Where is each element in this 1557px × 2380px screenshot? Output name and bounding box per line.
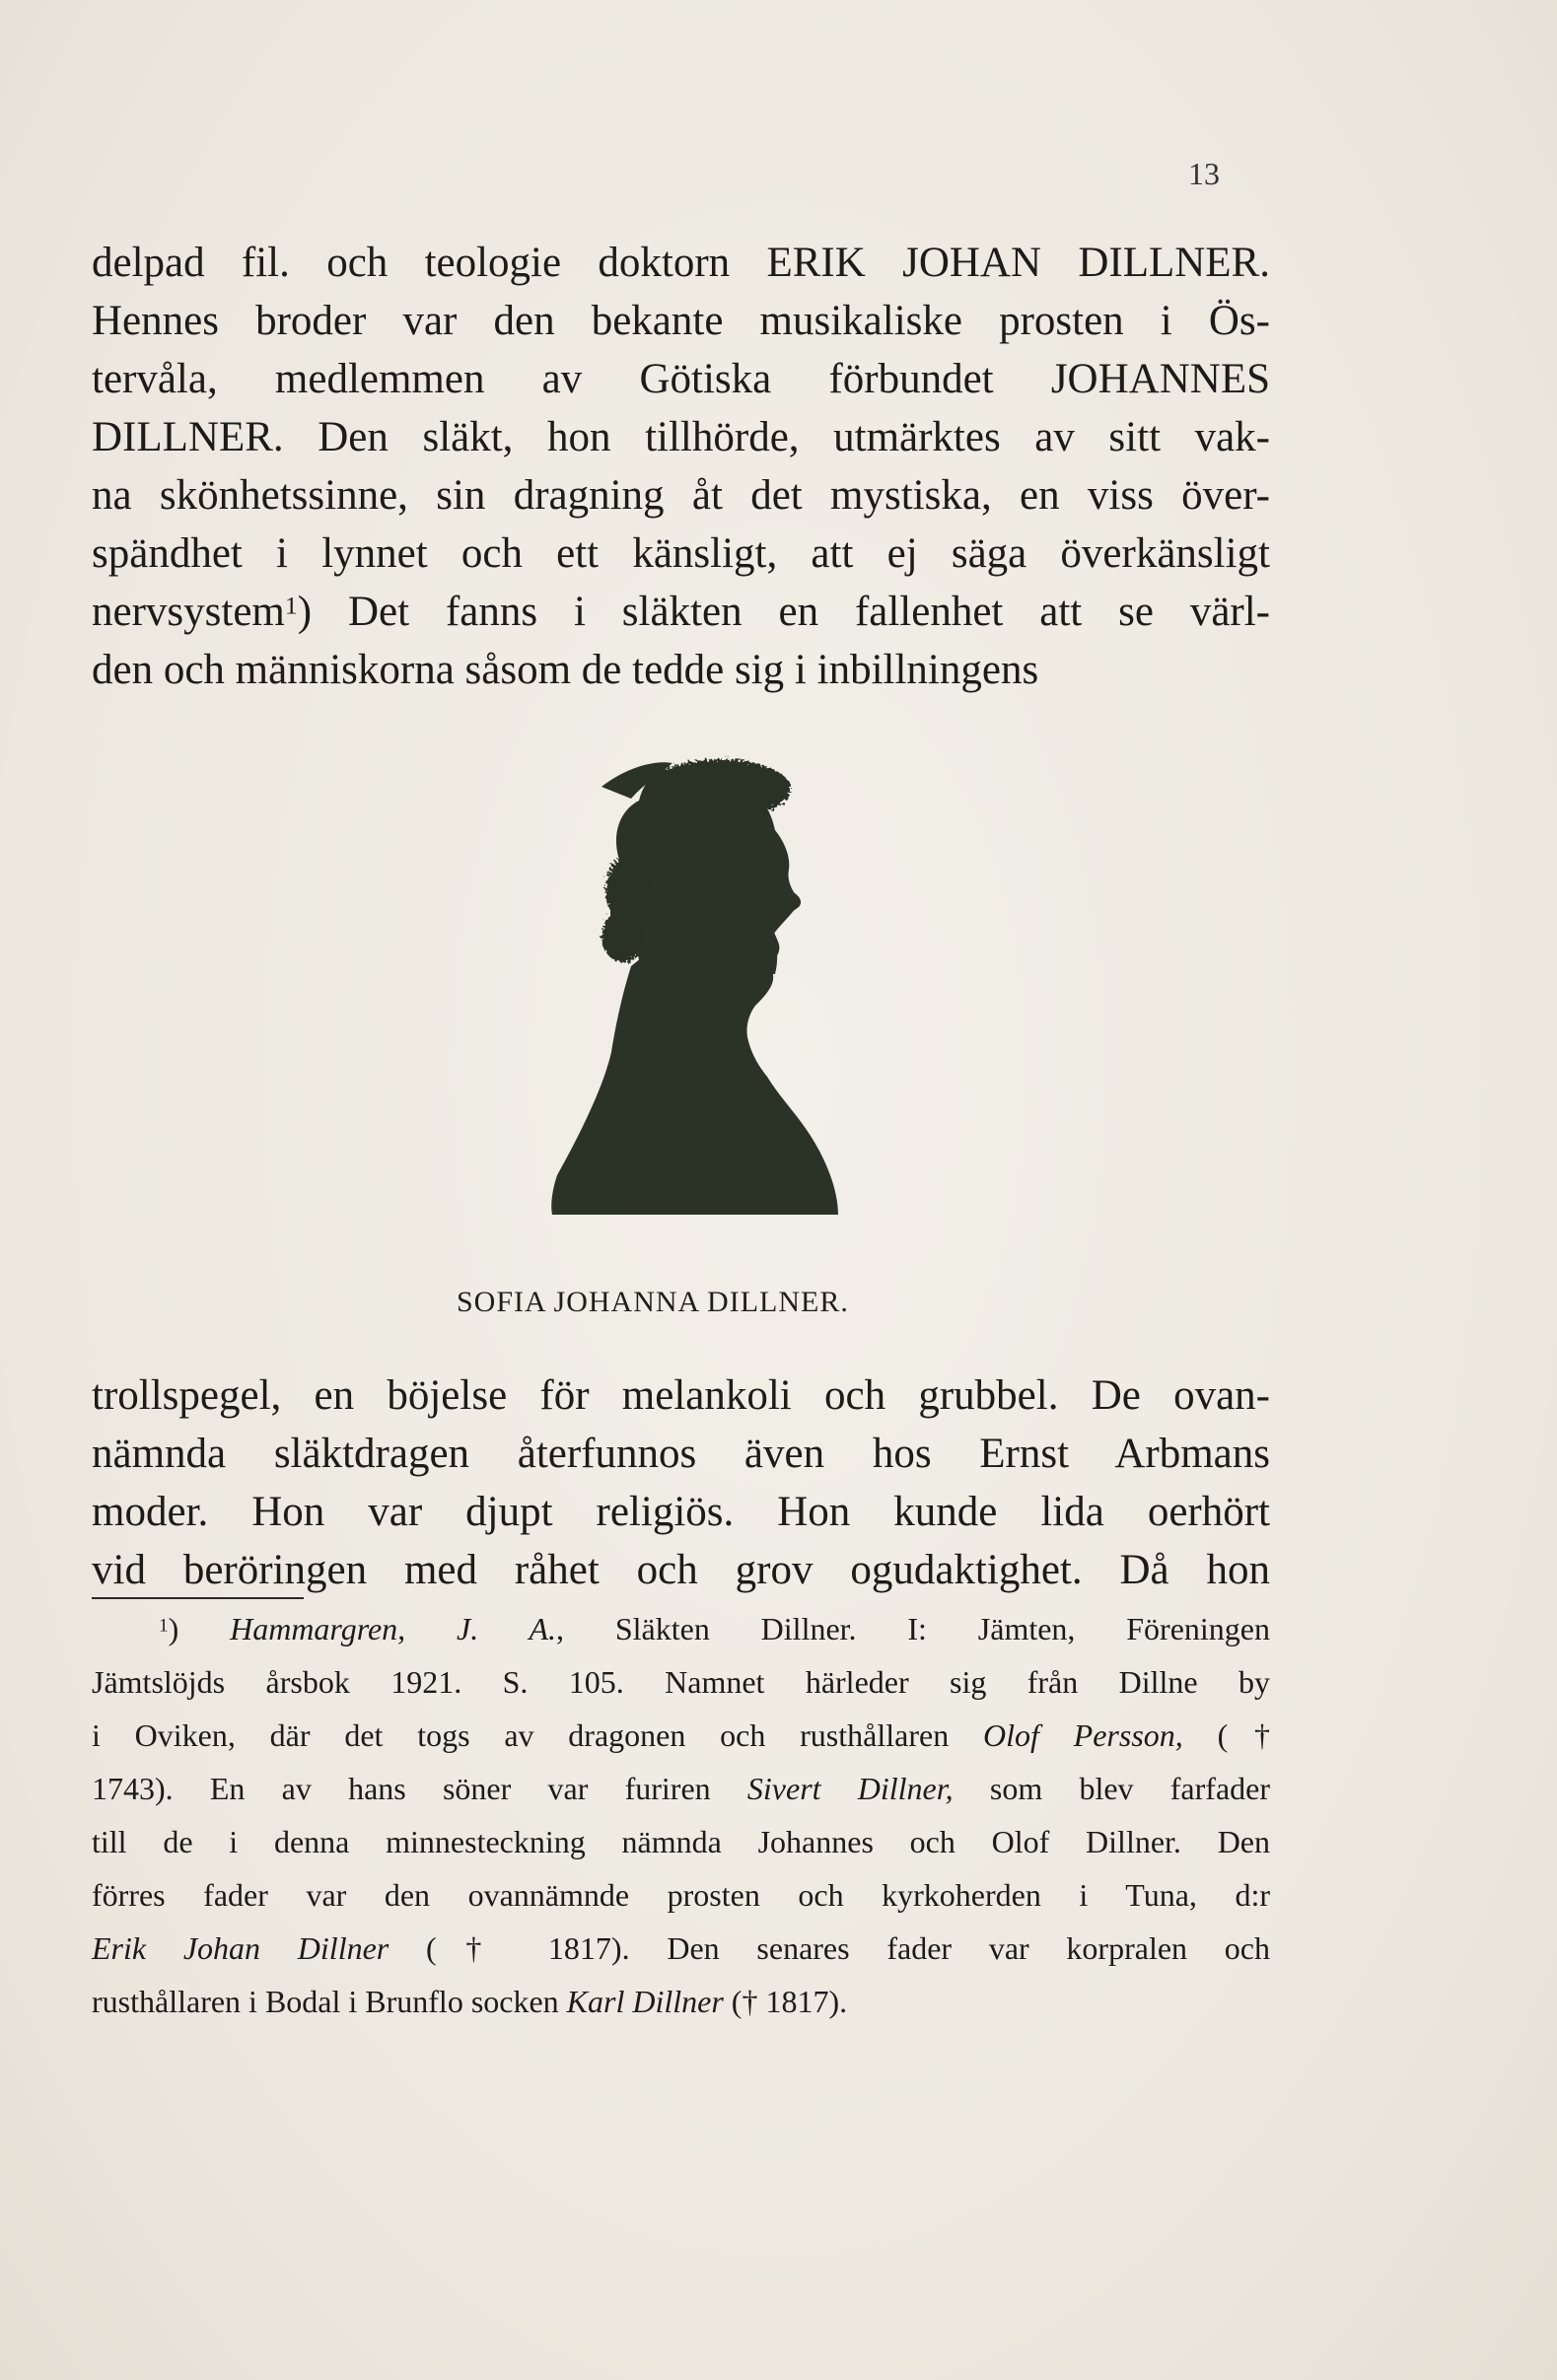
text-line: den och människorna såsom de tedde sig i inbillningens bbox=[92, 647, 1039, 693]
footnote-line bbox=[92, 1709, 1270, 1762]
text-line: na skönhetssinne, sin dragning åt det mystiska, en viss över- bbox=[92, 472, 1270, 519]
text-fragment: som blev farfader bbox=[953, 1771, 1271, 1806]
page-number: 13 bbox=[1188, 156, 1220, 191]
text-line: nämnda släktdragen återfunnos även hos Ernst Arbmans bbox=[92, 1431, 1270, 1477]
body-text-top bbox=[92, 234, 1270, 699]
text-fragment: ) bbox=[168, 1611, 231, 1646]
text-line: delpad fil. och teologie doktorn ERIK JOHAN DILLNER. bbox=[92, 240, 1270, 286]
footnote-reference[interactable]: 1 bbox=[284, 591, 298, 620]
text-fragment: , Släkten Dillner. I: Jämten, Föreningen bbox=[556, 1611, 1271, 1646]
person-name: Sivert Dillner, bbox=[746, 1771, 954, 1806]
footnote-marker: 1 bbox=[159, 1615, 169, 1637]
body-text-bottom bbox=[92, 1366, 1270, 1599]
footnote-line bbox=[92, 1922, 1270, 1975]
footnote-line bbox=[92, 1975, 1270, 2028]
footnote-line bbox=[92, 1762, 1270, 1815]
footnote-author: Hammargren, J. A. bbox=[230, 1611, 557, 1646]
silhouette-portrait-icon bbox=[513, 741, 868, 1234]
figure-caption: SOFIA JOHANNA DILLNER. bbox=[457, 1286, 849, 1318]
text-fragment: ) Det fanns i släkten en fallenhet att se värl- bbox=[297, 589, 1270, 635]
text-line: trollspegel, en böjelse för melankoli och grubbel. De ovan- bbox=[92, 1372, 1270, 1419]
footnote-line bbox=[92, 1602, 1270, 1655]
text-line: spändhet i lynnet och ett känsligt, att ej säga överkänsligt bbox=[92, 530, 1270, 577]
footnote bbox=[92, 1602, 1270, 2028]
person-name: Erik Johan Dillner bbox=[92, 1930, 389, 1966]
text-fragment: rusthållaren i Bodal i Brunflo socken bbox=[92, 1984, 567, 2019]
text-fragment: i Oviken, där det togs av dragonen och rusthållaren bbox=[92, 1717, 983, 1753]
footnote-line: till de i denna minnesteckning nämnda Johannes och Olof Dillner. Den bbox=[92, 1824, 1270, 1859]
text-fragment: († bbox=[1182, 1717, 1271, 1753]
text-fragment: 1743). En av hans söner var furiren bbox=[92, 1771, 747, 1806]
person-name: Olof Persson, bbox=[982, 1717, 1183, 1753]
person-name: Karl Dillner bbox=[566, 1984, 724, 2019]
text-fragment: nervsystem bbox=[92, 589, 285, 635]
text-line: moder. Hon var djupt religiös. Hon kunde lida oerhört bbox=[92, 1489, 1270, 1535]
footnote-line: Jämtslöjds årsbok 1921. S. 105. Namnet härleder sig från Dillne by bbox=[92, 1664, 1270, 1700]
text-fragment: († 1817). bbox=[723, 1984, 848, 2019]
footnote-line: förres fader var den ovannämnde prosten och kyrkoherden i Tuna, d:r bbox=[92, 1877, 1270, 1913]
text-fragment: († 1817). Den senares fader var korpralen och bbox=[389, 1930, 1271, 1966]
text-line-with-footnote-ref bbox=[92, 583, 1270, 641]
text-line: tervåla, medlemmen av Götiska förbundet JOHANNES bbox=[92, 356, 1270, 402]
text-line: Hennes broder var den bekante musikaliske prosten i Ös- bbox=[92, 298, 1270, 344]
footnote-divider bbox=[92, 1597, 304, 1599]
text-line: vid beröringen med råhet och grov ogudaktighet. Då hon bbox=[92, 1547, 1270, 1593]
text-line: DILLNER. Den släkt, hon tillhörde, utmärktes av sitt vak- bbox=[92, 414, 1270, 460]
